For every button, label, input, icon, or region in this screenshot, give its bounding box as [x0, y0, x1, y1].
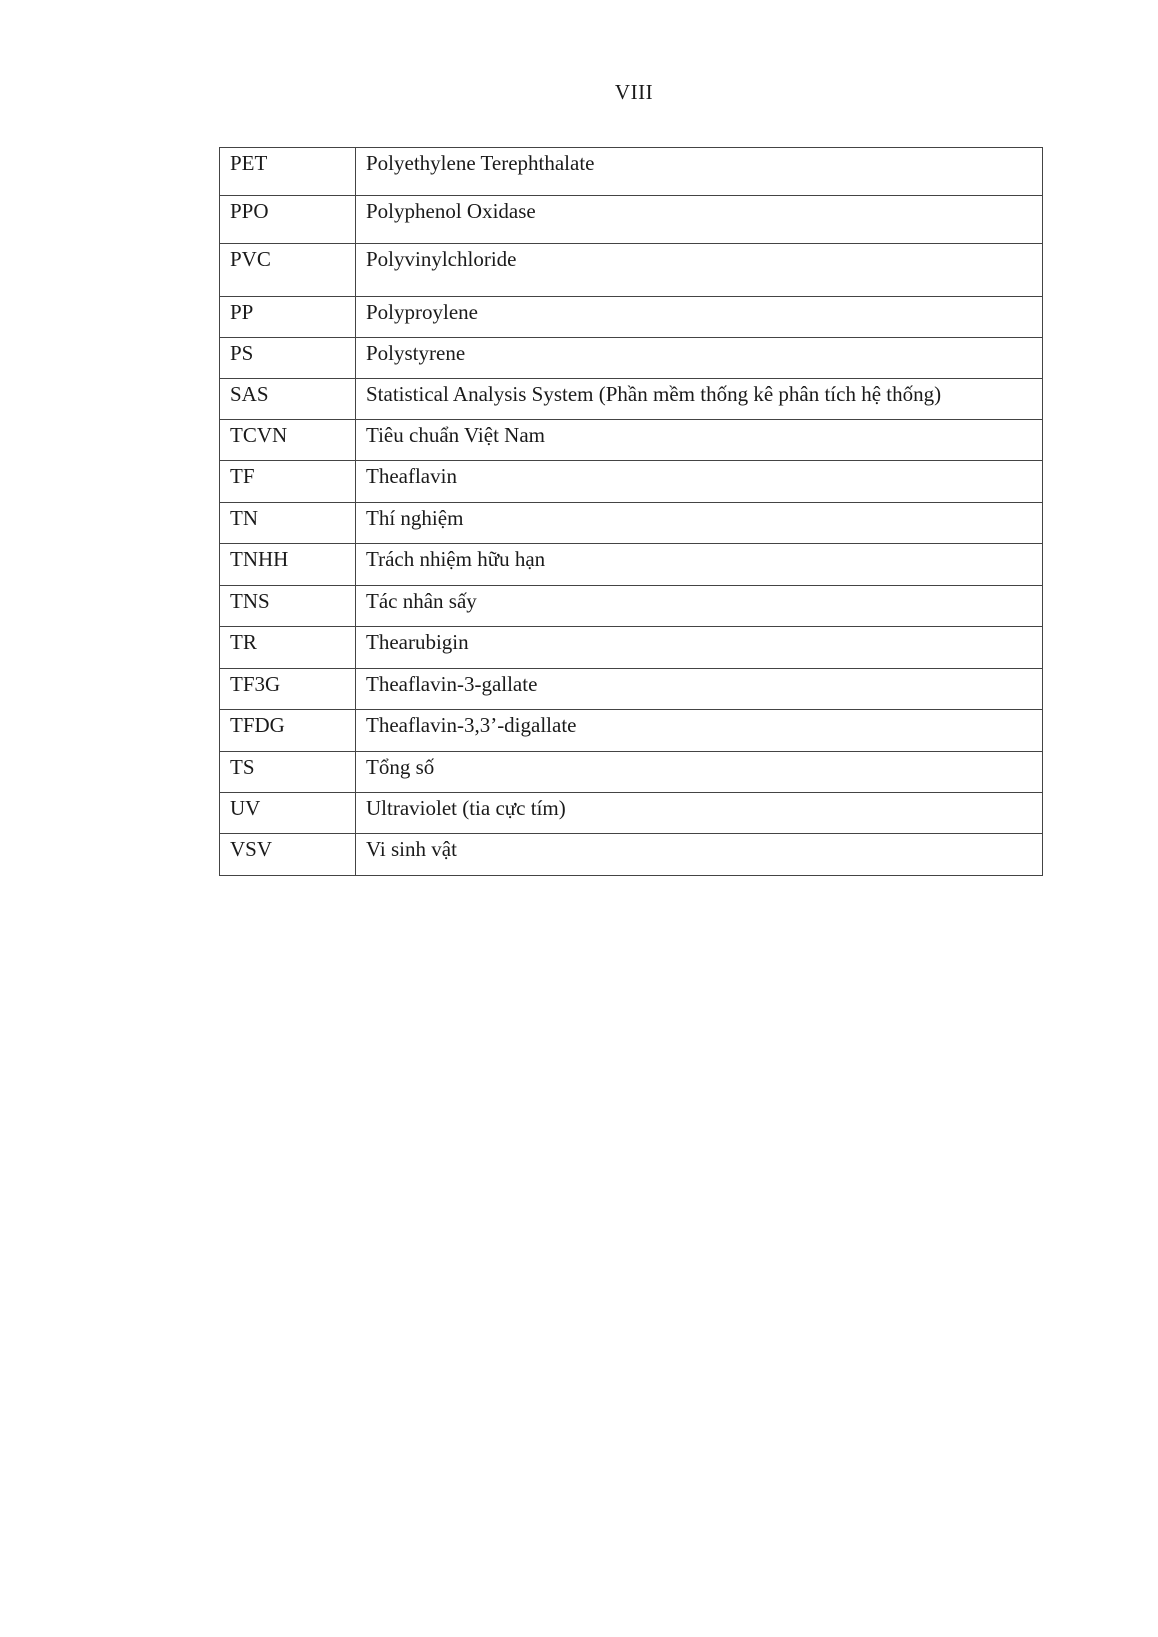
- table-row: [220, 627, 1043, 669]
- abbreviation-cell: TF: [220, 461, 356, 503]
- abbreviation-cell: TN: [220, 503, 356, 544]
- table-row: [220, 793, 1043, 834]
- meaning-cell: Polyvinylchloride: [356, 244, 1043, 297]
- abbreviation-cell: VSV: [220, 834, 356, 876]
- meaning-cell: Vi sinh vật: [356, 834, 1043, 876]
- table-row: [220, 379, 1043, 420]
- meaning-cell: Polystyrene: [356, 338, 1043, 379]
- abbreviation-cell: TS: [220, 752, 356, 793]
- table-row: [220, 196, 1043, 244]
- meaning-cell: Thearubigin: [356, 627, 1043, 669]
- abbreviation-cell: PET: [220, 148, 356, 196]
- table-row: [220, 244, 1043, 297]
- table-row: [220, 297, 1043, 338]
- meaning-cell: Thí nghiệm: [356, 503, 1043, 544]
- meaning-cell: Tổng số: [356, 752, 1043, 793]
- abbreviation-cell: PP: [220, 297, 356, 338]
- table-row: [220, 338, 1043, 379]
- abbreviations-table: [219, 147, 1043, 876]
- abbreviation-cell: TNS: [220, 586, 356, 627]
- table-row: [220, 148, 1043, 196]
- meaning-cell: Tiêu chuẩn Việt Nam: [356, 420, 1043, 461]
- meaning-cell: Statistical Analysis System (Phần mềm thống kê phân tích hệ thống): [356, 379, 1043, 420]
- meaning-cell: Polyproylene: [356, 297, 1043, 338]
- table-row: [220, 752, 1043, 793]
- table-row: [220, 669, 1043, 710]
- abbreviation-cell: UV: [220, 793, 356, 834]
- meaning-cell: Theaflavin-3,3’-digallate: [356, 710, 1043, 752]
- abbreviation-cell: PS: [220, 338, 356, 379]
- meaning-cell: Theaflavin: [356, 461, 1043, 503]
- table-row: [220, 544, 1043, 586]
- page-number: VIII: [614, 80, 654, 104]
- meaning-cell: Polyethylene Terephthalate: [356, 148, 1043, 196]
- table-row: [220, 420, 1043, 461]
- abbreviation-cell: TR: [220, 627, 356, 669]
- table-row: [220, 834, 1043, 876]
- meaning-cell: Ultraviolet (tia cực tím): [356, 793, 1043, 834]
- table-row: [220, 710, 1043, 752]
- meaning-cell: Trách nhiệm hữu hạn: [356, 544, 1043, 586]
- meaning-cell: Polyphenol Oxidase: [356, 196, 1043, 244]
- abbreviation-cell: PVC: [220, 244, 356, 297]
- table-row: [220, 586, 1043, 627]
- table-row: [220, 461, 1043, 503]
- meaning-cell: Theaflavin-3-gallate: [356, 669, 1043, 710]
- abbreviation-cell: TCVN: [220, 420, 356, 461]
- abbreviation-cell: PPO: [220, 196, 356, 244]
- abbreviation-cell: TFDG: [220, 710, 356, 752]
- table-row: [220, 503, 1043, 544]
- abbreviation-cell: SAS: [220, 379, 356, 420]
- abbreviation-cell: TNHH: [220, 544, 356, 586]
- abbreviation-cell: TF3G: [220, 669, 356, 710]
- meaning-cell: Tác nhân sấy: [356, 586, 1043, 627]
